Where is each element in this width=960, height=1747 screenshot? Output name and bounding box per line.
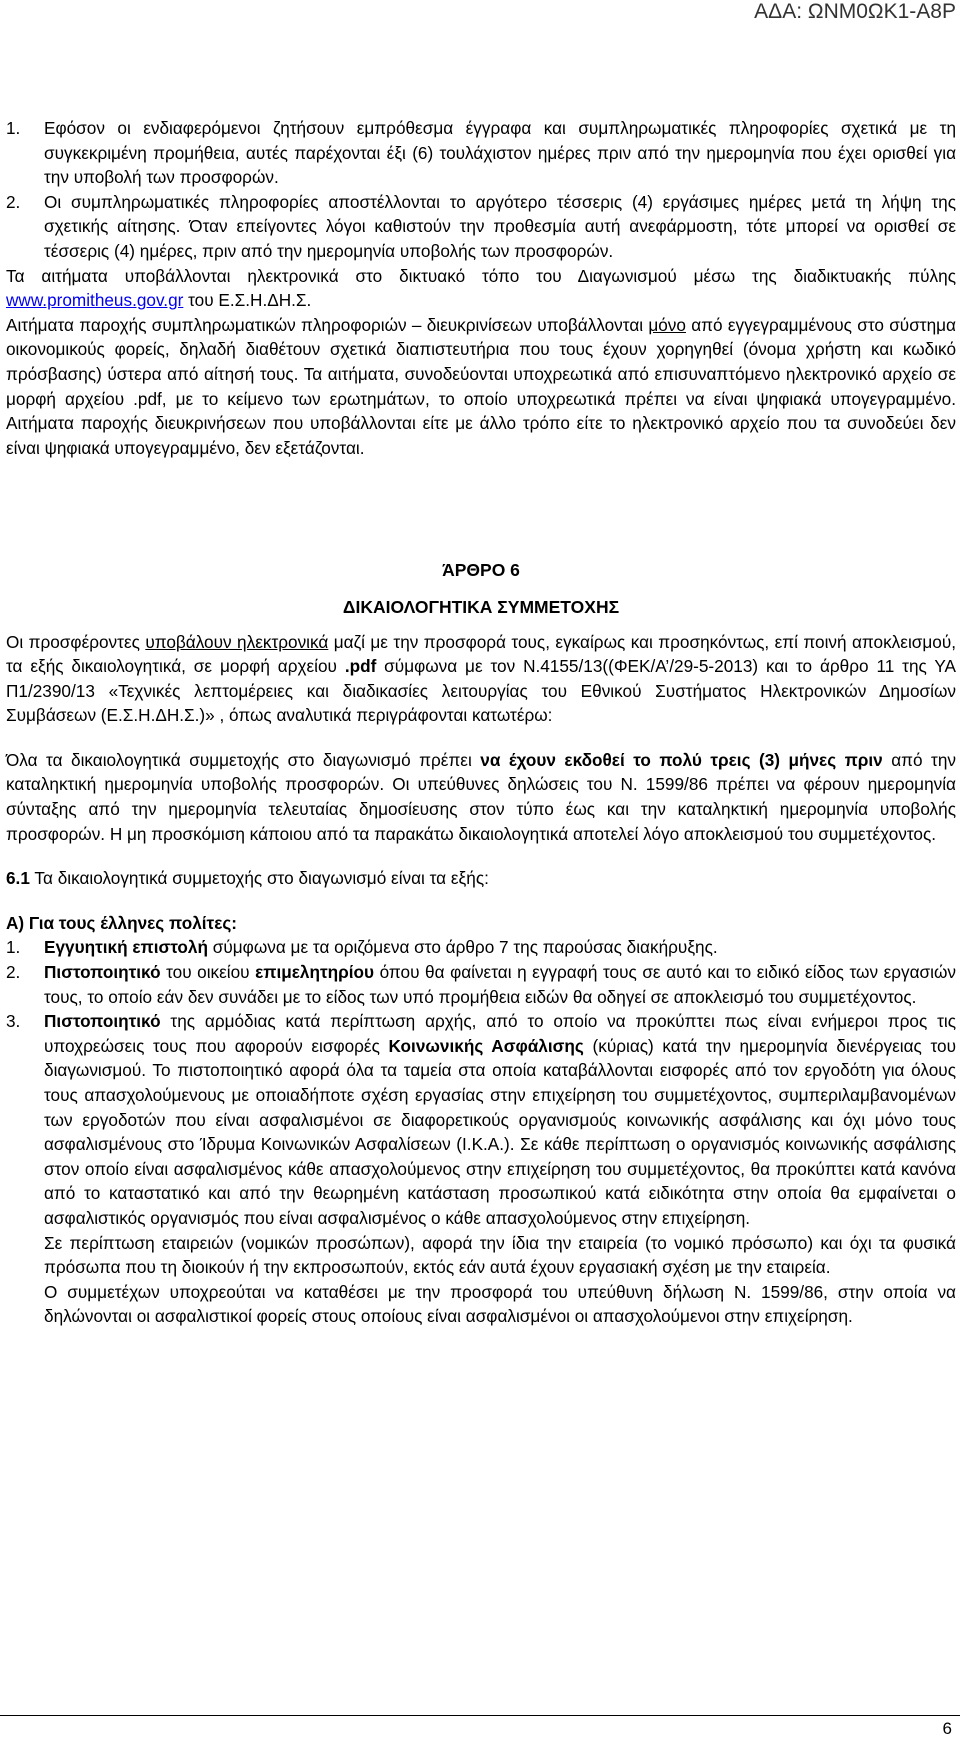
paragraph [6, 630, 956, 728]
paragraph [6, 264, 956, 313]
paragraph-text: Τα αιτήματα υποβάλλονται ηλεκτρονικά στο δικτυακό τόπο του Διαγωνισμού μέσω της διαδικτυακής πύλης [6, 265, 956, 286]
bold-text: .pdf [344, 656, 377, 677]
page-number: 6 [942, 1719, 952, 1738]
paragraph-text: μαζί με την προσφορά τους, εγκαίρως και προσηκόντως, επί ποινή αποκλεισμού, τα εξής δικαιολογητικά, σε μορφή αρχείου [6, 631, 957, 677]
item-number: 3. [6, 1011, 21, 1032]
bold-text: επιμελητηρίου [255, 962, 375, 983]
paragraph [6, 866, 956, 891]
list-item [6, 116, 956, 190]
paragraph [6, 313, 956, 461]
subsection-title: Α) Για τους έλληνες πολίτες: [6, 912, 238, 933]
article-subheading: ΔΙΚΑΙΟΛΟΓΗΤΙΚΑ ΣΥΜΜΕΤΟΧΗΣ [342, 596, 620, 617]
paragraph-text: Τα δικαιολογητικά συμμετοχής στο διαγωνισμό είναι τα εξής: [29, 868, 489, 889]
paragraph-text: από εγγεγραμμένους στο σύστημα οικονομικούς φορείς, δηλαδή διαθέτουν σχετικά διαπιστευτήρια που τους έχουν χορηγηθεί (όνομα χρήστη και κωδικό πρόσβασης) ύστερα από αίτησή τους. Τα αιτήματα, συνοδεύονται υποχρεωτικά από επισυναπτόμενο ηλεκτρονικό αρχείο σε μορφή αρχείου .pdf, με το κείμενο των ερωτημάτων, το οποίο υποχρεωτικά πρέπει να είναι ψηφιακά υπογεγραμμένο. Αιτήματα παροχής διευκρινήσεων που υποβάλλονται είτε με άλλο τρόπο είτε το ηλεκτρονικό αρχείο που τα συνοδεύει δεν είναι ψηφιακά υπογεγραμμένο, δεν εξετάζονται. [6, 314, 956, 458]
paragraph-text: του Ε.Σ.Η.ΔΗ.Σ. [183, 290, 312, 311]
paragraph-text: της αρμόδιας κατά περίπτωση αρχής, από το οποίο να προκύπτει πως είναι ενήμεροι προς τις υποχρεώσεις τους που αφορούν εισφορές [44, 1011, 956, 1056]
item-number: 1. [6, 118, 21, 138]
paragraph-text: Σε περίπτωση εταιρειών (νομικών προσώπων), αφορά την ίδια την εταιρεία (το νομικό πρόσωπο) και όχι τα φυσικά πρόσωπα που τη διοικούν ή την εκπροσωπούν, εκτός εάν αυτά έχουν εργασιακή σχέση με την εταιρεία. [44, 1232, 956, 1278]
article-heading: ΆΡΘΡΟ 6 [442, 560, 520, 581]
paragraph-text: Οι προσφέροντες [6, 631, 146, 652]
list-item-paragraph [6, 1231, 956, 1280]
paragraph-text: Εφόσον οι ενδιαφερόμενοι ζητήσουν εμπρόθεσμα έγγραφα και συμπληρωματικές πληροφορίες σχετικά με τη συγκεκριμένη προμήθεια, αυτές παρέχονται έξι (6) τουλάχιστον ημέρες πριν από την ημερομηνία που έχει ορισθεί για την υποβολή των προσφορών. [44, 118, 956, 188]
bold-text: να έχουν εκδοθεί το πολύ τρεις (3) μήνες πριν [480, 749, 883, 770]
list-item [6, 960, 956, 1009]
list-item [6, 1009, 956, 1230]
paragraph-text: Αιτήματα παροχής συμπληρωματικών πληροφοριών – διευκρινίσεων υποβάλλονται [6, 314, 649, 335]
paragraph-text: σύμφωνα με τον Ν.4155/13((ΦΕΚ/Α’/29-5-2013) και το άρθρο 11 της ΥΑ Π1/2390/13 «Τεχνικές λεπτομέρειες και διαδικασίες λειτουργίας του Εθνικού Συστήματος Ηλεκτρονικών Δημοσίων Συμβάσεων (Ε.Σ.Η.ΔΗ.Σ.)» , όπως αναλυτικά περιγράφονται κατωτέρω: [6, 656, 956, 726]
document-code: ΑΔΑ: ΩΝΜ0ΩΚ1-Α8Ρ [754, 0, 956, 23]
item-number: 2. [6, 962, 21, 983]
bold-text: Κοινωνικής Ασφάλισης [388, 1035, 584, 1056]
list-item [6, 935, 956, 960]
section-number: 6.1 [6, 868, 30, 889]
paragraph-text: Ο συμμετέχων υποχρεούται να καταθέσει με την προσφορά του υπεύθυνη δήλωση Ν. 1599/86, στην οποία να δηλώνονται οι ασφαλιστικοί φορείς στους οποίους είναι ασφαλισμένοι οι απασχολούμενοι στην επιχείρηση. [44, 1281, 956, 1327]
subsection-heading [6, 911, 956, 936]
paragraph-text: Όλα τα δικαιολογητικά συμμετοχής στο διαγωνισμό πρέπει [6, 749, 481, 770]
bold-text: Εγγυητική επιστολή [44, 937, 208, 958]
list-item-paragraph [6, 1280, 956, 1329]
promitheus-link[interactable]: www.promitheus.gov.gr [6, 290, 184, 311]
footer-divider [0, 1715, 960, 1716]
paragraph-text: όπου θα φαίνεται η εγγραφή τους σε αυτό και το ειδικό είδος των εργασιών τους, το οποίο εάν δεν συνάδει με το είδος των υπό προμήθεια ειδών θα οδηγεί σε αποκλεισμό του συμμετέχοντος. [44, 962, 956, 1007]
paragraph-text: σύμφωνα με τα οριζόμενα στο άρθρο 7 της παρούσας διακήρυξης. [208, 937, 718, 958]
paragraph-text: Οι συμπληρωματικές πληροφορίες αποστέλλονται το αργότερο τέσσερις (4) εργάσιμες ημέρες μετά τη λήψη της σχετικής αίτησης. Όταν επείγοντες λόγοι καθιστούν την προθεσμία αυτή ανεφάρμοστη, τότε μπορεί να ορισθεί σε τέσσερις (4) ημέρες, πριν από την ημερομηνία υποβολής των προσφορών. [44, 191, 956, 261]
bold-text: Πιστοποιητικό [44, 962, 161, 983]
paragraph-text: από την καταληκτική ημερομηνία υποβολής προσφορών. Οι υπεύθυνες δηλώσεις του Ν. 1599/86 πρέπει να φέρουν ημερομηνία σύνταξης από την ημερομηνία τελευταίας δημοσίευσης στον τύπο έως και την καταληκτική ημερομηνία υποβολής προσφορών. Η μη προσκόμιση κάποιου από τα παρακάτω δικαιολογητικά αποτελεί λόγο αποκλεισμού του συμμετέχοντος. [6, 749, 956, 844]
underlined-text: μόνο [648, 314, 686, 335]
document-body [6, 116, 956, 1329]
item-number: 1. [6, 937, 21, 958]
bold-text: Πιστοποιητικό [44, 1011, 161, 1032]
paragraph-text: (κύριας) κατά την ημερομηνία διενέργειας του διαγωνισμού. Το πιστοποιητικό αφορά όλα τα ταμεία στα οποία καταβάλλονται εισφορές από τον εργοδότη για όλους τους απασχολούμενους με οποιαδήποτε σχέση εργασίας στην επιχείρηση του συμμετέχοντος, συμπεριλαμβανομένων των εργοδοτών που είναι ασφαλισμένοι σε διαφορετικούς οργανισμούς κοινωνικής ασφάλισης και όχι μόνο τους ασφαλισμένους στο Ίδρυμα Κοινωνικών Ασφαλίσεων (Ι.Κ.Α.). Σε κάθε περίπτωση ο οργανισμός κοινωνικής ασφάλισης στον οποίο είναι ασφαλισμένος κάθε απασχολούμενος στην επιχείρηση του συμμετέχοντος, θα προκύπτει κατά κανόνα από το καταστατικό και από την θεωρημένη κατάσταση προσωπικού κατά ειδικότητα στην οποία θα εμφαίνεται ο ασφαλιστικός οργανισμός που είναι ασφαλισμένος ο κάθε απασχολούμενος στην επιχείρηση. [44, 1035, 956, 1228]
underlined-text: υποβάλουν ηλεκτρονικά [145, 631, 329, 652]
list-item [6, 190, 956, 264]
item-number: 2. [6, 191, 21, 212]
paragraph [6, 748, 956, 846]
paragraph-text: του οικείου [160, 962, 256, 983]
